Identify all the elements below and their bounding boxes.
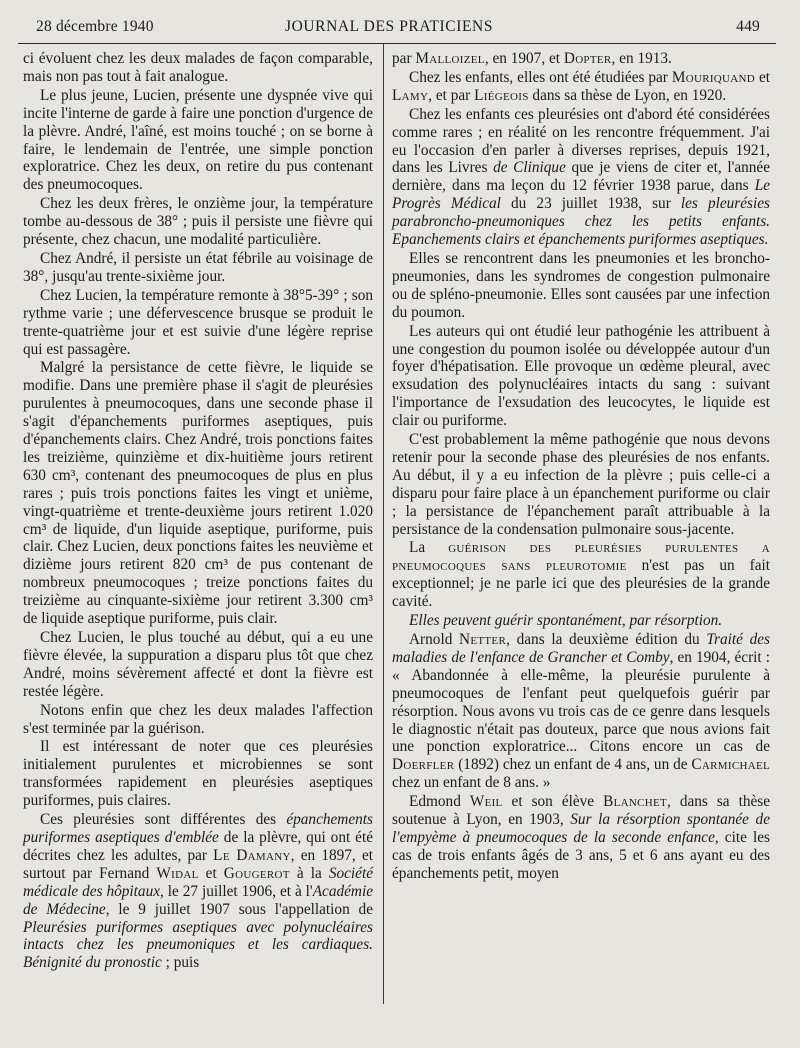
author-name: Malloizel	[415, 50, 485, 67]
author-name: Doerfler	[392, 756, 455, 774]
text-run: Chez les enfants ces pleurésies ont d'abord été considérées comme rares ; en réalité on les rencontre fréquemment. J'ai eu l'occasion d'en parler à diverses reprises, depuis 1921, dans les Livres	[392, 105, 770, 177]
text-run: et son élève	[502, 793, 604, 811]
paragraph: Chez Lucien, le plus touché au début, qui a eu une fièvre élevée, la suppuration a disparu plus tôt que chez André, moins sévèrement affecté et dont la fièvre est restée légère.	[23, 629, 373, 700]
text-run: chez un enfant de 8 ans. »	[392, 774, 551, 792]
text-run: Chez les enfants, elles ont été étudiées par	[409, 68, 672, 86]
author-name: Lamy	[392, 86, 429, 104]
paragraph: Les auteurs qui ont étudié leur pathogénie les attribuent à une congestion du poumon isolée ou développée autour d'un foyer d'hépatisation. Elle provoque un œdème pleural, avec exsudation des polynucléaires intacts du sang : suivant l'importance de l'exsudation des leucocytes, le liquide est clair ou puriforme.	[392, 322, 770, 430]
header-journal-title: JOURNAL DES PRATICIENS	[284, 18, 494, 35]
text-run: ; puis	[161, 954, 200, 972]
paragraph	[392, 631, 770, 792]
column-divider	[383, 44, 384, 1004]
paragraph: Le plus jeune, Lucien, présente une dyspnée vive qui incite l'interne de garde à faire une ponction d'urgence de la plèvre. André, l'aîné, est moins touché ; on se borne à faire, le lendemain de l'entrée, une simple ponction exploratrice. Chez les deux, on retire du pus contenant des pneumocoques.	[23, 86, 373, 194]
header-date: 28 décembre 1940	[36, 18, 154, 35]
author-name: Widal	[156, 864, 199, 882]
paragraph	[392, 106, 770, 249]
italic-term: de Clinique	[493, 159, 566, 177]
text-run: à la	[289, 864, 329, 882]
author-name: Le Damany	[213, 846, 291, 864]
italic-term: Traité des maladies de l'enfance de Grancher et Comby	[392, 631, 770, 666]
text-run: , le 27 juillet 1906, et à l'	[160, 882, 313, 900]
italic-term: Société médicale des hôpitaux	[23, 864, 373, 900]
author-name: Liégeois	[474, 86, 529, 104]
italic-term: Le Progrès Médical	[392, 177, 770, 213]
text-run: du 23 juillet 1938, sur	[500, 195, 681, 213]
text-run: que je viens de citer et, l'année dernière, dans ma leçon du 12 février 1938 parue, dans	[392, 159, 770, 195]
author-name: Gougerot	[223, 864, 290, 882]
paragraph: Chez Lucien, la température remonte à 38°5-39° ; son rythme varie ; une défervescence brusque se produit le trente-quatrième jour et est suivie d'une légère reprise qui est passagère.	[23, 286, 373, 358]
text-run: , en 1897, et surtout par Fernand	[23, 846, 373, 882]
text-run: n'est pas un fait exceptionnel; je ne parle ici que des pleurésies de la grande cavité.	[392, 557, 770, 611]
text-run: , dans sa thèse soutenue à Lyon, en 1903,	[392, 793, 770, 829]
text-run: de la plèvre, qui ont été décrites chez les adultes, par	[23, 828, 373, 864]
author-name: Blanchet	[603, 793, 668, 811]
text-run: (1892) chez un enfant de 4 ans, un de	[454, 756, 692, 774]
paragraph: Malgré la persistance de cette fièvre, le liquide se modifie. Dans une première phase il s'agit de pleurésies purulentes à pneumocoques, dans une seconde phase il s'agit d'épanchements puriformes aseptiques, puis d'épanchements clairs. Chez André, trois ponctions faites les treizième, quinzième et dix-huitième jours retirent 630 cm³, contenant des pneumocoques de plus en plus rares ; puis trois ponctions faites les vingt et unième, vingt-quatrième et trente-deuxième jours retirent 1.020 cm³ de liquide, d'un liquide aseptique, puriforme, puis clair. Chez Lucien, deux ponctions faites les neuvième et dizième jours retirent 820 cm³ de pus contenant de nombreux pneumocoques ; treize ponctions faites du treizième au cinquante-sixième jour retirent 3.300 cm³ de liquide aseptique puriforme, puis clair.	[23, 359, 373, 628]
text-run: Edmond	[409, 793, 470, 811]
paragraph	[23, 811, 373, 972]
header-page-number: 449	[736, 18, 760, 35]
paragraph: Chez André, il persiste un état fébrile au voisinage de 38°, jusqu'au trente-sixième jour.	[23, 249, 373, 285]
italic-term: Académie de Médecine	[23, 882, 373, 918]
text-run: Arnold	[409, 631, 460, 648]
running-header	[18, 18, 760, 40]
paragraph	[392, 50, 770, 68]
paragraph	[392, 539, 770, 611]
text-run: Ces pleurésies sont différentes des	[40, 811, 287, 829]
italic-term: épanchements puriformes aseptiques d'emblée	[23, 811, 373, 846]
text-run: La	[409, 539, 449, 557]
paragraph: Elles se rencontrent dans les pneumonies et les broncho-pneumonies, dans les syndromes de congestion pulmonaire ou de spléno-pneumonie. Elles sont causées par une infection du poumon.	[392, 249, 770, 321]
italic-term: Pleurésies puriformes aseptiques avec polynucléaires intacts chez les pneumoniques et les cardiaques. Bénignité du pronostic	[23, 918, 373, 972]
text-run: par	[392, 50, 416, 67]
right-column	[392, 50, 770, 883]
text-run: , en 1904, écrit : « Abandonnée à elle-même, la pleurésie purulente à pneumocoques de l'enfant peut quelquefois guérir par résorption. Nous avons vu trois cas de ce genre dans lesquels le diagnostic n'était pas douteux, parce que nous avions fait une ponction exploratrice... Citons encore un cas de	[392, 648, 770, 756]
italic-sentence: Elles peuvent guérir spontanément, par résorption.	[409, 612, 723, 630]
author-name: Dopter	[563, 50, 612, 67]
paragraph: C'est probablement la même pathogénie que nous devons retenir pour la seconde phase des pleurésies de nos enfants. Au début, il y a eu infection de la plèvre ; puis celle-ci a disparu pour faire place à un épanchement puriforme ou clair ; la persistance de l'épanchement paraît attribuable à la persistance de la condensation pulmonaire sous-jacente.	[392, 431, 770, 538]
author-name: Weil	[469, 793, 503, 811]
text-run: et	[198, 864, 224, 882]
italic-term: les pleurésies parabroncho-pneumoniques chez les petits enfants. Epanchements clairs et épanchements puriformes aseptiques.	[392, 195, 770, 249]
section-heading-inline: guérison des pleurésies purulentes a pneumocoques sans pleurotomie	[392, 539, 770, 575]
text-run: et	[755, 68, 770, 86]
text-run: , le 9 juillet 1907 sous l'appellation de	[105, 900, 373, 918]
paragraph: Chez les deux frères, le onzième jour, la température tombe au-dessous de 38° ; puis il persiste une fièvre qui présente, chez chacun, une modalité particulière.	[23, 195, 373, 249]
header-rule	[18, 43, 776, 44]
paragraph: Notons enfin que chez les deux malades l'affection s'est terminée par la guérison.	[23, 701, 373, 737]
paragraph: ci évoluent chez les deux malades de façon comparable, mais non pas tout à fait analogue.	[23, 50, 373, 85]
paragraph: Il est intéressant de noter que ces pleurésies initialement purulentes et microbiennes se sont transformées rapidement en pleurésies aseptiques puriformes, puis claires.	[23, 738, 373, 810]
author-name: Netter	[459, 631, 507, 648]
text-run: dans sa thèse de Lyon, en 1920.	[528, 86, 727, 104]
text-run: , cite les cas de trois enfants âgés de 3 ans, 5 et 6 ans ayant eu des épanchements petit, moyen	[392, 828, 770, 882]
author-name: Carmichael	[691, 756, 770, 774]
paragraph	[392, 793, 770, 883]
text-run: , en 1907, et	[484, 50, 564, 67]
paragraph	[392, 612, 770, 630]
text-run: , en 1913.	[611, 50, 672, 67]
text-run: , et par	[428, 86, 475, 104]
left-column	[23, 50, 373, 972]
italic-term: Sur la résorption spontanée de l'empyème à pneumocoques de la seconde enfance	[392, 811, 770, 846]
text-run: , dans la deuxième édition du	[506, 631, 707, 648]
paragraph	[392, 69, 770, 105]
author-name: Mouriquand	[671, 68, 756, 86]
